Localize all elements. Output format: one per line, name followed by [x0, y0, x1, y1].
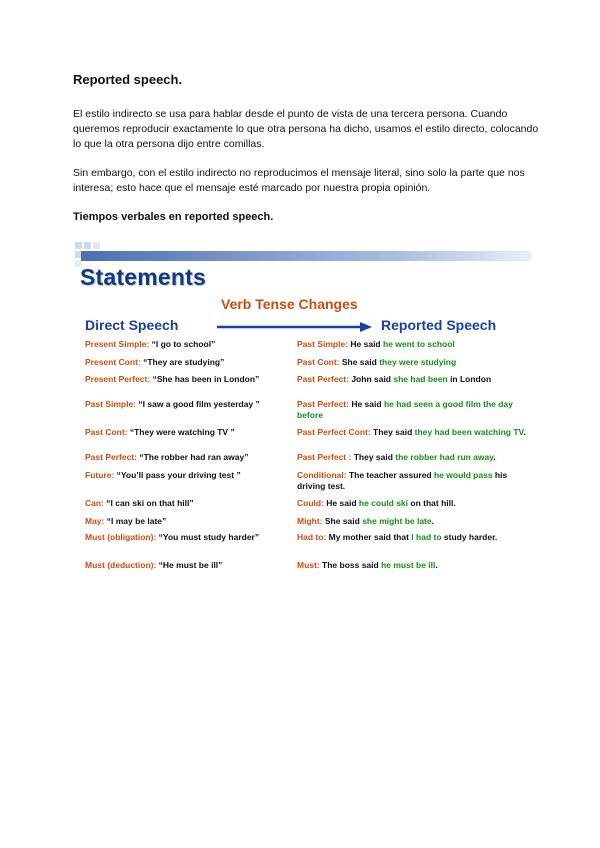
direct-quote: “He must be ill” [156, 560, 223, 570]
direct-speech-row [85, 357, 273, 368]
reported-text-end: . [435, 560, 438, 570]
reported-speech-row [297, 516, 527, 527]
reported-speech-row [297, 374, 527, 385]
direct-quote: “They were watching TV ” [127, 427, 235, 437]
reported-text-end: on that hill. [408, 498, 456, 508]
direct-speech-row [85, 339, 273, 350]
reported-verb-phrase: she might be late [362, 516, 432, 526]
reported-verb-phrase: they had been watching TV [414, 427, 524, 437]
reported-text: The boss said [319, 560, 382, 570]
direct-speech-row [85, 452, 273, 463]
tense-label: Past Perfect: [297, 399, 349, 409]
reported-speech-row [297, 498, 527, 509]
reported-text-end: his driving test. [297, 470, 508, 491]
reported-speech-row [297, 532, 527, 543]
reported-text: They said [351, 452, 396, 462]
direct-speech-row [85, 470, 273, 481]
direct-speech-header: Direct Speech [85, 317, 179, 333]
direct-speech-row [85, 374, 273, 385]
reported-text: He said [348, 399, 384, 409]
reported-text-end: . [523, 427, 526, 437]
reported-verb-phrase: I had to [411, 532, 442, 542]
slide-title: Statements [80, 264, 206, 290]
tense-label: Must (deduction): [85, 560, 157, 570]
reported-verb-phrase: she had been [393, 374, 448, 384]
direct-quote: “She has been in London” [150, 374, 260, 384]
direct-quote: “The robber had ran away” [136, 452, 249, 462]
reported-text: She said [339, 357, 380, 367]
tense-label: Present Simple: [85, 339, 150, 349]
reported-text: The teacher assured [346, 470, 434, 480]
tense-label: Past Perfect: [297, 374, 349, 384]
reported-text-end: in London [447, 374, 492, 384]
reported-speech-row [297, 399, 527, 420]
tense-label: Had to: [297, 532, 327, 542]
tense-label: Past Cont: [85, 427, 128, 437]
reported-speech-header: Reported Speech [381, 317, 497, 333]
reported-verb-phrase: the robber had run away [395, 452, 494, 462]
direct-speech-row [85, 516, 273, 527]
tense-label: Past Perfect : [297, 452, 352, 462]
reported-verb-phrase: they were studying [379, 357, 457, 367]
direct-quote: “You’ll pass your driving test ” [114, 470, 241, 480]
tense-label: May: [85, 516, 105, 526]
second-paragraph: Sin embargo, con el estilo indirecto no reproducimos el mensaje literal, sino solo la parte que nos interesa; esto hace que el mensaje esté marcado por nuestra propia opinión. [73, 167, 525, 194]
direct-quote: “I go to school” [149, 339, 216, 349]
document-heading: Reported speech. [73, 72, 183, 87]
direct-quote: “I may be late” [104, 516, 167, 526]
reported-text: She said [322, 516, 363, 526]
reported-speech-row [297, 339, 527, 350]
tense-label: Past Cont: [297, 357, 340, 367]
direct-quote: “I can ski on that hill” [103, 498, 194, 508]
reported-verb-phrase: he could ski [358, 498, 409, 508]
reported-text: My mother said that [326, 532, 412, 542]
direct-speech-row [85, 427, 273, 438]
direct-quote: “You must study harder” [156, 532, 260, 542]
reported-text: John said [348, 374, 394, 384]
reported-text-end: . [493, 452, 496, 462]
tense-label: Past Simple: [297, 339, 349, 349]
direct-quote: “I saw a good film yesterday ” [136, 399, 260, 409]
reported-speech-row [297, 452, 527, 463]
reported-speech-row [297, 470, 527, 491]
section-heading: Tiempos verbales en reported speech. [73, 211, 274, 223]
reported-verb-phrase: he must be ill [381, 560, 436, 570]
right-arrow-icon [217, 321, 372, 333]
direct-speech-row [85, 399, 273, 410]
reported-verb-phrase: he went to school [383, 339, 455, 349]
statements-slide-image [73, 240, 533, 580]
direct-speech-row [85, 560, 273, 571]
tense-label: Past Perfect: [85, 452, 137, 462]
tense-label: Can: [85, 498, 104, 508]
tense-label: Might: [297, 516, 323, 526]
reported-speech-row [297, 560, 527, 571]
title-bar [81, 251, 531, 261]
reported-text: He said [323, 498, 359, 508]
tense-label: Conditional: [297, 470, 347, 480]
tense-label: Must (obligation): [85, 532, 157, 542]
reported-verb-phrase: he would pass [433, 470, 493, 480]
tense-label: Past Perfect Cont: [297, 427, 371, 437]
reported-speech-row [297, 427, 527, 438]
reported-verb-phrase: he had seen a good film the day before [297, 399, 513, 420]
direct-speech-row [85, 498, 273, 509]
tense-label: Past Simple: [85, 399, 137, 409]
reported-speech-row [297, 357, 527, 368]
tense-label: Present Perfect: [85, 374, 151, 384]
reported-text-end: . [431, 516, 434, 526]
tense-label: Must: [297, 560, 320, 570]
slide-subtitle: Verb Tense Changes [221, 296, 358, 312]
reported-text-end: study harder. [441, 532, 498, 542]
tense-label: Future: [85, 470, 115, 480]
intro-paragraph: El estilo indirecto se usa para hablar desde el punto de vista de una tercera persona. Cuando queremos reproducir exactamente lo que otra persona ha dicho, usamos el estilo directo, colocando lo que la otra persona dijo entre comillas. [73, 108, 539, 150]
direct-quote: “They are studying” [140, 357, 225, 367]
tense-label: Present Cont: [85, 357, 141, 367]
reported-text: They said [370, 427, 415, 437]
reported-text: He said [348, 339, 383, 349]
direct-speech-row [85, 532, 273, 543]
tense-label: Could: [297, 498, 324, 508]
